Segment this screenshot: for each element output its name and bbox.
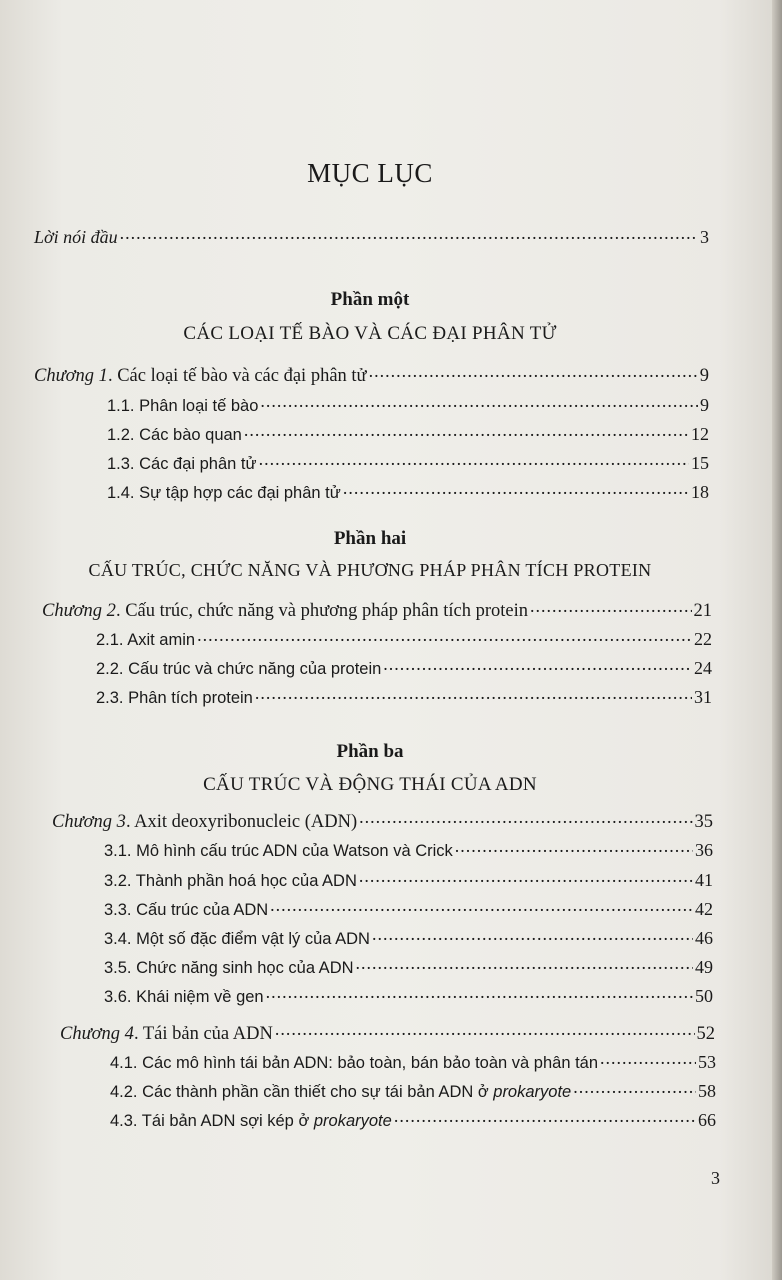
- part-three-heading: Phần ba: [336, 741, 404, 762]
- part-two-subtitle: CẤU TRÚC, CHỨC NĂNG VÀ PHƯƠNG PHÁP PHÂN TÍCH PROTEIN: [88, 560, 652, 580]
- dot-leader: [197, 627, 692, 645]
- chapter-2-title: . Cấu trúc, chức năng và phương pháp phân tích protein: [115, 601, 528, 621]
- dot-leader: [275, 1021, 695, 1039]
- toc-chapter-4[interactable]: [60, 1021, 715, 1045]
- toc-chapter-1[interactable]: [34, 363, 709, 387]
- preface-label: Lời nói đầu: [34, 227, 118, 247]
- toc-section-4-3[interactable]: 4.3. Tái bản ADN sợi kép ở prokaryote ..... 66: [110, 1108, 716, 1131]
- dot-leader: [600, 1050, 696, 1068]
- dot-leader: [455, 838, 693, 856]
- dot-leader: [372, 926, 693, 944]
- chapter-1-prefix: Chương 1: [34, 366, 108, 386]
- toc-section-1-3[interactable]: 1.3. Các đại phân tử ..... 15: [107, 451, 709, 474]
- chapter-3-page: 35: [694, 812, 713, 832]
- dot-leader: [244, 422, 689, 440]
- dot-leader: [270, 897, 693, 915]
- toc-section-3-4[interactable]: 3.4. Một số đặc điểm vật lý của ADN ..... 46: [104, 926, 713, 949]
- toc-section-1-1[interactable]: 1.1. Phân loại tế bào ..... 9: [107, 393, 709, 416]
- chapter-1-page: 9: [699, 366, 709, 386]
- part-three-subtitle: CẤU TRÚC VÀ ĐỘNG THÁI CỦA ADN: [203, 774, 537, 795]
- toc-section-3-3[interactable]: 3.3. Cấu trúc của ADN ..... 42: [104, 897, 713, 920]
- toc-section-3-6[interactable]: 3.6. Khái niệm về gen ..... 50: [104, 984, 713, 1007]
- dot-leader: [359, 809, 692, 827]
- page-spine-shadow: [772, 0, 782, 1280]
- toc-section-1-2[interactable]: 1.2. Các bào quan ..... 12: [107, 422, 709, 445]
- dot-leader: [359, 868, 693, 886]
- part-one-subtitle: CÁC LOẠI TẾ BÀO VÀ CÁC ĐẠI PHÂN TỬ: [183, 323, 557, 344]
- toc-section-3-5[interactable]: 3.5. Chức năng sinh học của ADN ..... 49: [104, 955, 713, 978]
- toc-section-3-1[interactable]: 3.1. Mô hình cấu trúc ADN của Watson và Crick ..... 36: [104, 838, 713, 861]
- dot-leader: [260, 393, 698, 411]
- chapter-1-title: . Các loại tế bào và các đại phân tử: [107, 366, 367, 386]
- chapter-3-title: . Axit deoxyribonucleic (ADN): [125, 812, 358, 832]
- toc-section-1-4[interactable]: 1.4. Sự tập hợp các đại phân tử ..... 18: [107, 480, 709, 503]
- dot-leader: [255, 685, 692, 703]
- part-two-heading: Phần hai: [333, 528, 407, 549]
- chapter-2-prefix: Chương 2: [42, 601, 116, 621]
- dot-leader: [530, 598, 692, 616]
- dot-leader: [266, 984, 693, 1002]
- dot-leader: [383, 656, 692, 674]
- toc-title: MỤC LỤC: [307, 158, 433, 188]
- toc-chapter-2[interactable]: [42, 598, 712, 622]
- chapter-3-prefix: Chương 3: [52, 812, 126, 832]
- page-number: 3: [711, 1168, 720, 1188]
- dot-leader: [259, 451, 689, 469]
- toc-section-2-3[interactable]: 2.3. Phân tích protein ..... 31: [96, 685, 712, 708]
- chapter-4-title: . Tái bản của ADN: [133, 1024, 273, 1044]
- dot-leader: [343, 480, 689, 498]
- toc-section-2-1[interactable]: 2.1. Axit amin ..... 22: [96, 627, 712, 650]
- dot-leader: [356, 955, 693, 973]
- toc-section-2-2[interactable]: 2.2. Cấu trúc và chức năng của protein ..... 24: [96, 656, 712, 679]
- dot-leader: [120, 225, 698, 243]
- dot-leader: [369, 363, 698, 381]
- toc-section-4-2[interactable]: 4.2. Các thành phần cần thiết cho sự tái bản ADN ở prokaryote ..... 58: [110, 1079, 716, 1102]
- chapter-4-prefix: Chương 4: [60, 1024, 134, 1044]
- toc-entry-preface[interactable]: [34, 225, 709, 248]
- chapter-4-page: 52: [696, 1024, 715, 1044]
- part-one-heading: Phần một: [330, 289, 410, 310]
- toc-chapter-3[interactable]: [52, 809, 713, 833]
- dot-leader: [573, 1079, 696, 1097]
- toc-section-4-1[interactable]: 4.1. Các mô hình tái bản ADN: bảo toàn, bán bảo toàn và phân tán ..... 53: [110, 1050, 716, 1073]
- chapter-2-page: 21: [693, 601, 712, 621]
- preface-page: 3: [700, 227, 709, 247]
- dot-leader: [394, 1108, 696, 1126]
- toc-section-3-2[interactable]: 3.2. Thành phần hoá học của ADN ..... 41: [104, 868, 713, 891]
